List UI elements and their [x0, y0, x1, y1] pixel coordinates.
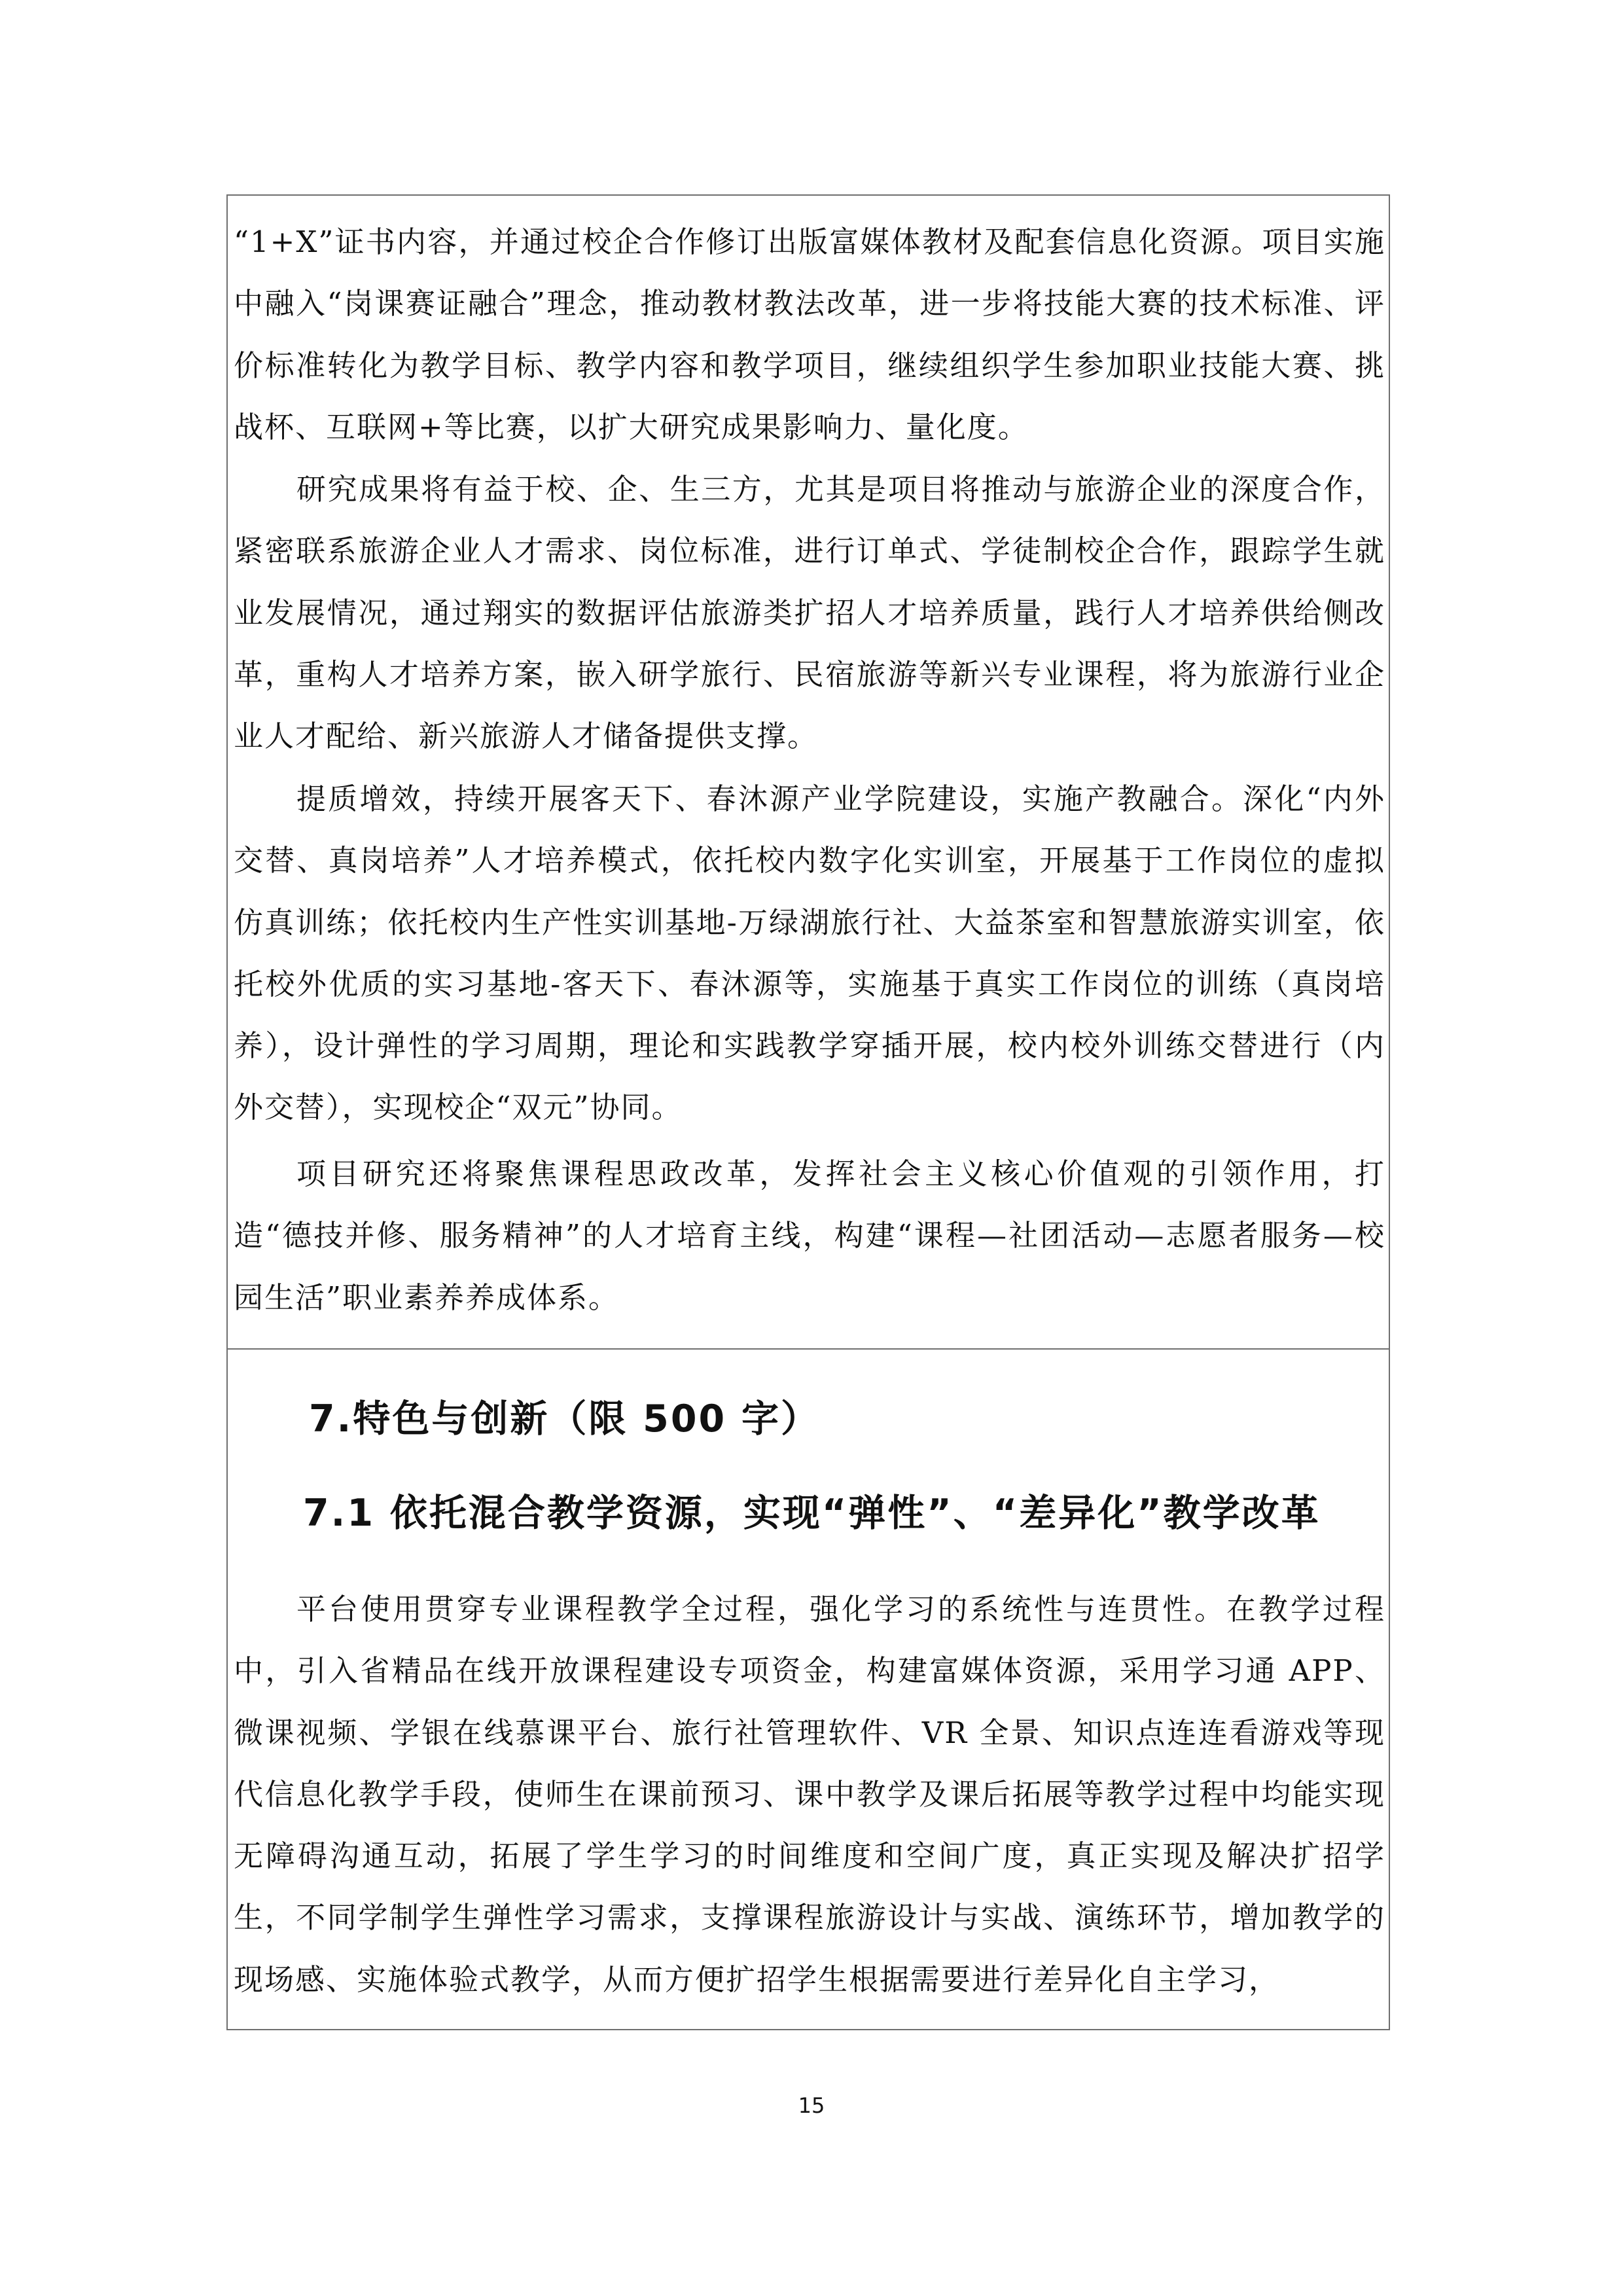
- paragraph-blended-teaching: 平台使用贯穿专业课程教学全过程，强化学习的系统性与连贯性。在教学过程中，引入省精品在线开放课程建设专项资金，构建富媒体资源，采用学习通 APP、微课视频、学银在线慕课平台、旅行社管理软件、VR 全景、知识点连连看游戏等现代信息化教学手段，使师生在课前预习、课中教学及课后拓展等教学过程中均能实现无障碍沟通互动，拓展了学生学习的时间维度和空间广度，真正实现及解决扩招学生，不同学制学生弹性学习需求，支撑课程旅游设计与实战、演练环节，增加教学的现场感、实施体验式教学，从而方便扩招学生根据需要进行差异化自主学习，: [234, 1592, 1385, 1997]
- continuation-cell: [228, 196, 1389, 1350]
- paragraph-ideological-reform: 项目研究还将聚焦课程思政改革，发挥社会主义核心价值观的引领作用，打造“德技并修、服务精神”的人才培育主线，构建“课程—社团活动—志愿者服务—校园生活”职业素养养成体系。: [234, 1157, 1385, 1315]
- features-innovation-cell: [228, 1350, 1389, 2030]
- paragraph-research-outcomes: 研究成果将有益于校、企、生三方，尤其是项目将推动与旅游企业的深度合作，紧密联系旅游企业人才需求、岗位标准，进行订单式、学徒制校企合作，跟踪学生就业发展情况，通过翔实的数据评估旅游类扩招人才培养质量，践行人才培养供给侧改革，重构人才培养方案，嵌入研学旅行、民宿旅游等新兴专业课程，将为旅游行业企业人才配给、新兴旅游人才储备提供支撑。: [234, 472, 1385, 754]
- paragraph-industry-integration: 提质增效，持续开展客天下、春沐源产业学院建设，实施产教融合。深化“内外交替、真岗培养”人才培养模式，依托校内数字化实训室，开展基于工作岗位的虚拟仿真训练；依托校内生产性实训基地-万绿湖旅行社、大益茶室和智慧旅游实训室，依托校外优质的实习基地-客天下、春沐源等，实施基于真实工作岗位的训练（真岗培养），设计弹性的学习周期，理论和实践教学穿插开展，校内校外训练交替进行（内外交替），实现校企“双元”协同。: [234, 781, 1385, 1125]
- section-heading: 7.特色与创新（限 500 字）: [309, 1397, 820, 1441]
- page-number: 15: [798, 2093, 825, 2118]
- paragraph-1x-certificate: “1+X”证书内容，并通过校企合作修订出版富媒体教材及配套信息化资源。项目实施中融入“岗课赛证融合”理念，推动教材教法改革，进一步将技能大赛的技术标准、评价标准转化为教学目标、教学内容和教学项目，继续组织学生参加职业技能大赛、挑战杯、互联网+等比赛，以扩大研究成果影响力、量化度。: [234, 224, 1385, 444]
- form-table: [226, 194, 1390, 2030]
- subsection-heading: 7.1 依托混合教学资源，实现“弹性”、“差异化”教学改革: [303, 1492, 1321, 1535]
